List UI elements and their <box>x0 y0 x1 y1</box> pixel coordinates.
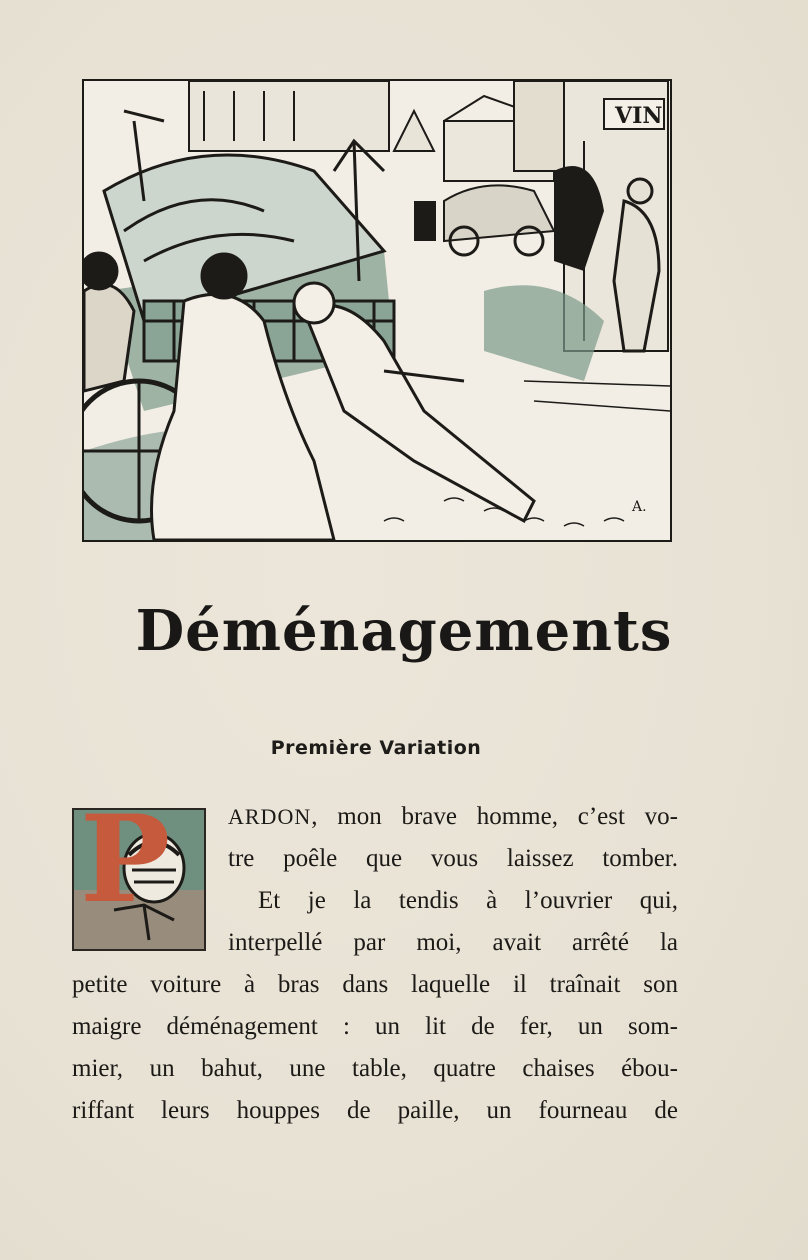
body-line-2: tre poêle que vous laissez tomber. <box>228 845 678 872</box>
body-line-6: maigre déménagement : un lit de fer, un som- <box>72 1013 678 1040</box>
dropcap-letter: P <box>80 789 171 930</box>
body-line-5: petite voiture à bras dans laquelle il traînait son <box>72 971 678 998</box>
body-line-7: mier, un bahut, une table, quatre chaises ébou- <box>72 1055 678 1082</box>
decorated-dropcap <box>72 789 206 951</box>
smallcaps-word: ARDON <box>228 804 312 829</box>
body-line-3: Et je la tendis à l’ouvrier qui, <box>258 887 678 914</box>
illustration-drawing <box>84 81 670 540</box>
moving-cart-illustration <box>82 79 672 542</box>
body-line-text: , mon brave homme, c’est vo- <box>311 803 678 830</box>
chapter-subtitle: Première Variation <box>270 737 482 759</box>
shop-sign-text: VIN <box>615 103 663 129</box>
body-line-1 <box>228 799 678 835</box>
chapter-title: Déménagements <box>135 598 673 664</box>
artist-signature: A. <box>632 499 647 515</box>
body-line-8: riffant leurs houppes de paille, un fourneau de <box>72 1097 678 1124</box>
body-line-4: interpellé par moi, avait arrêté la <box>228 929 678 956</box>
